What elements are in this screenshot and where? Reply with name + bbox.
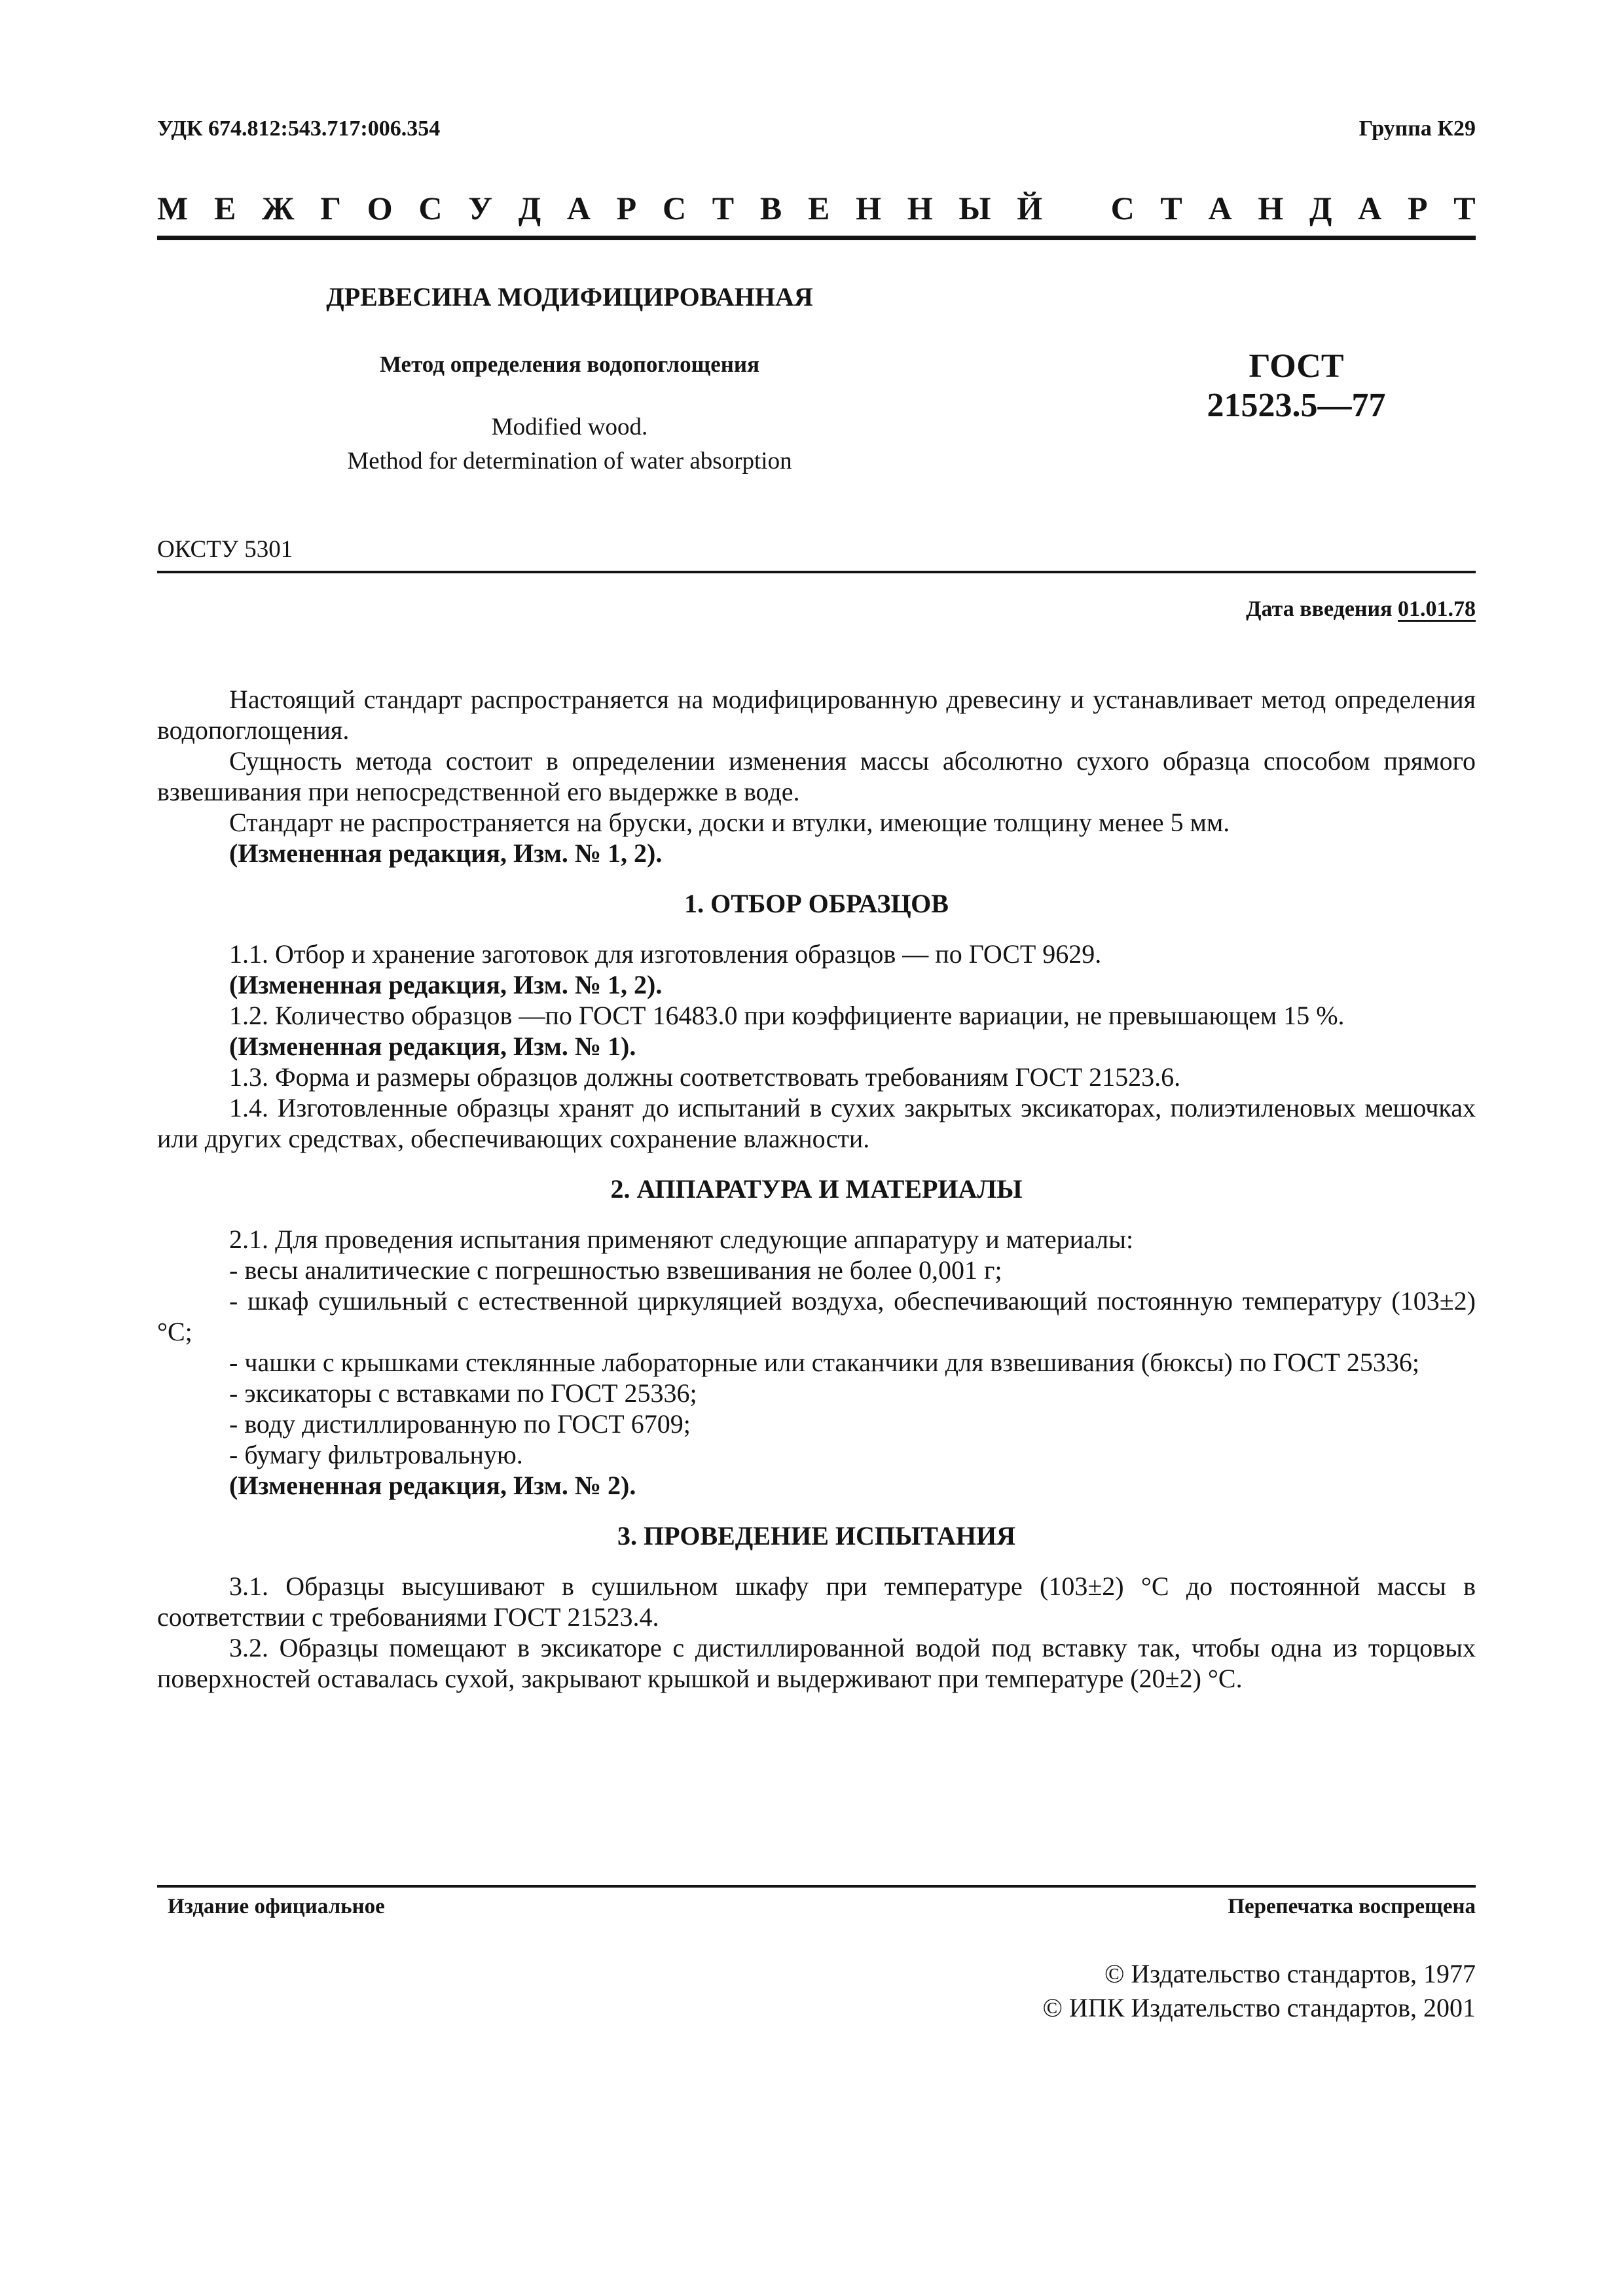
clause-1-2: 1.2. Количество образцов —по ГОСТ 16483.0 при коэффициенте вариации, не превышающем 15 %. <box>229 1001 1345 1030</box>
banner-letter: Ы <box>958 190 991 226</box>
english-title-line-1: Modified wood. <box>491 414 648 440</box>
banner-letter: С <box>418 190 443 226</box>
group-code: Группа К29 <box>1359 117 1476 141</box>
clause-3-2: 3.2. Образцы помещают в эксикаторе с дистиллированной водой под вставку так, чтобы одна из торцовых поверхностей оставалась сухой, закрывают крышкой и выдерживают при температуре (20±2) °С. <box>157 1633 1476 1693</box>
banner-letter: Р <box>616 190 637 226</box>
intro-paragraph-1: Настоящий стандарт распространяется на модифицированную древесину и устанавливает метод определения водопоглощения. <box>157 685 1476 745</box>
top-line <box>157 117 1476 145</box>
clause-1-4: 1.4. Изготовленные образцы хранят до испытаний в сухих закрытых эксикаторах, полиэтиленовых мешочках или других средствах, обеспечивающих сохранение влажности. <box>157 1093 1476 1153</box>
banner-letter: Д <box>518 190 541 226</box>
banner-letter: О <box>367 190 393 226</box>
footer-rule <box>157 1885 1476 1888</box>
footer <box>157 1895 1476 1928</box>
clause-2-1: 2.1. Для проведения испытания применяют следующие аппаратуру и материалы: <box>229 1225 1134 1254</box>
interstate-standard-banner <box>157 188 1476 228</box>
copyright-block <box>886 1957 1476 2025</box>
banner-letter: А <box>566 190 591 226</box>
banner-letter: А <box>1208 190 1232 226</box>
udk-code: УДК 674.812:543.717:006.354 <box>157 117 441 141</box>
title-block <box>157 275 982 478</box>
banner-letter: С <box>662 190 687 226</box>
banner-letter: Е <box>213 190 236 226</box>
equipment-item-1: - весы аналитические с погрешностью взвешивания не более 0,001 г; <box>229 1255 1002 1285</box>
oksty-rule <box>157 571 1476 573</box>
copyright-line-2: © ИПК Издательство стандартов, 2001 <box>1042 1993 1476 2022</box>
intro-paragraph-3: Стандарт не распространяется на бруски, доски и втулки, имеющие толщину менее 5 мм. <box>229 808 1230 837</box>
equipment-item-6: - бумагу фильтровальную. <box>229 1440 523 1469</box>
banner-letter: Н <box>856 190 881 226</box>
clause-2-1-amendment: (Измененная редакция, Изм. № 2). <box>229 1471 636 1500</box>
section-3-heading: 3. ПРОВЕДЕНИЕ ИСПЫТАНИЯ <box>617 1521 1015 1551</box>
banner-letter: Н <box>907 190 933 226</box>
equipment-item-5: - воду дистиллированную по ГОСТ 6709; <box>229 1409 691 1439</box>
introduction-date-value: 01.01.78 <box>1398 597 1476 621</box>
banner-letter <box>1068 188 1085 228</box>
banner-letter: Й <box>1017 190 1043 226</box>
copyright-line-1: © Издательство стандартов, 1977 <box>1104 1959 1476 1988</box>
reprint-prohibited-note: Перепечатка воспрещена <box>1228 1895 1476 1918</box>
intro-paragraph-2: Сущность метода состоит в определении изменения массы абсолютно сухого образца способом прямого взвешивания при непосредственной его выдержке в воде. <box>157 746 1476 806</box>
banner-letter: А <box>1358 190 1382 226</box>
banner-letter: Н <box>1258 190 1284 226</box>
section-2-heading: 2. АППАРАТУРА И МАТЕРИАЛЫ <box>610 1174 1023 1204</box>
english-title-line-2: Method for determination of water absorption <box>347 448 792 475</box>
banner-letter: Т <box>1453 190 1476 226</box>
clause-1-3: 1.3. Форма и размеры образцов должны соответствовать требованиям ГОСТ 21523.6. <box>229 1062 1181 1092</box>
header-rule <box>157 236 1476 240</box>
english-title <box>157 410 982 478</box>
official-edition-note: Издание официальное <box>168 1895 385 1918</box>
standard-subtitle: Метод определения водопоглощения <box>379 351 760 377</box>
banner-letter: Т <box>1160 190 1182 226</box>
banner-letter: Р <box>1407 190 1428 226</box>
banner-letter: С <box>1110 190 1135 226</box>
banner-letter: М <box>157 190 189 226</box>
oksty-code: ОКСТУ 5301 <box>157 536 293 563</box>
intro-amendment: (Измененная редакция, Изм. № 1, 2). <box>229 838 663 868</box>
banner-letter: Е <box>807 190 830 226</box>
clause-1-1: 1.1. Отбор и хранение заготовок для изготовления образцов — по ГОСТ 9629. <box>229 939 1102 969</box>
banner-letter: Ж <box>262 190 295 226</box>
standard-title: ДРЕВЕСИНА МОДИФИЦИРОВАННАЯ <box>326 282 813 312</box>
gost-code: 21523.5—77 <box>1207 387 1386 424</box>
clause-1-1-amendment: (Измененная редакция, Изм. № 1, 2). <box>229 970 663 999</box>
equipment-item-4: - эксикаторы с вставками по ГОСТ 25336; <box>229 1378 697 1408</box>
clause-3-1: 3.1. Образцы высушивают в сушильном шкафу при температуре (103±2) °С до постоянной массы в соответствии с требованиями ГОСТ 21523.4. <box>157 1571 1476 1632</box>
document-body <box>157 684 1476 1694</box>
gost-label: ГОСТ <box>1249 348 1344 385</box>
clause-1-2-amendment: (Измененная редакция, Изм. № 1). <box>229 1031 636 1061</box>
banner-letter: Т <box>712 190 735 226</box>
banner-letter: В <box>759 190 782 226</box>
footer-row <box>157 1895 1476 1928</box>
banner-letter: Г <box>320 190 342 226</box>
introduction-date-label: Дата введения <box>1246 597 1398 621</box>
equipment-item-2: - шкаф сушильный с естественной циркуляцией воздуха, обеспечивающий постоянную температуру (103±2) °С; <box>157 1286 1476 1346</box>
banner-letter: Д <box>1309 190 1332 226</box>
gost-number <box>1159 347 1434 425</box>
banner-letter: У <box>468 190 492 226</box>
introduction-date <box>1246 597 1476 622</box>
section-1-heading: 1. ОТБОР ОБРАЗЦОВ <box>684 889 949 918</box>
equipment-item-3: - чашки с крышками стеклянные лабораторные или стаканчики для взвешивания (бюксы) по ГОСТ 25336; <box>229 1348 1420 1377</box>
